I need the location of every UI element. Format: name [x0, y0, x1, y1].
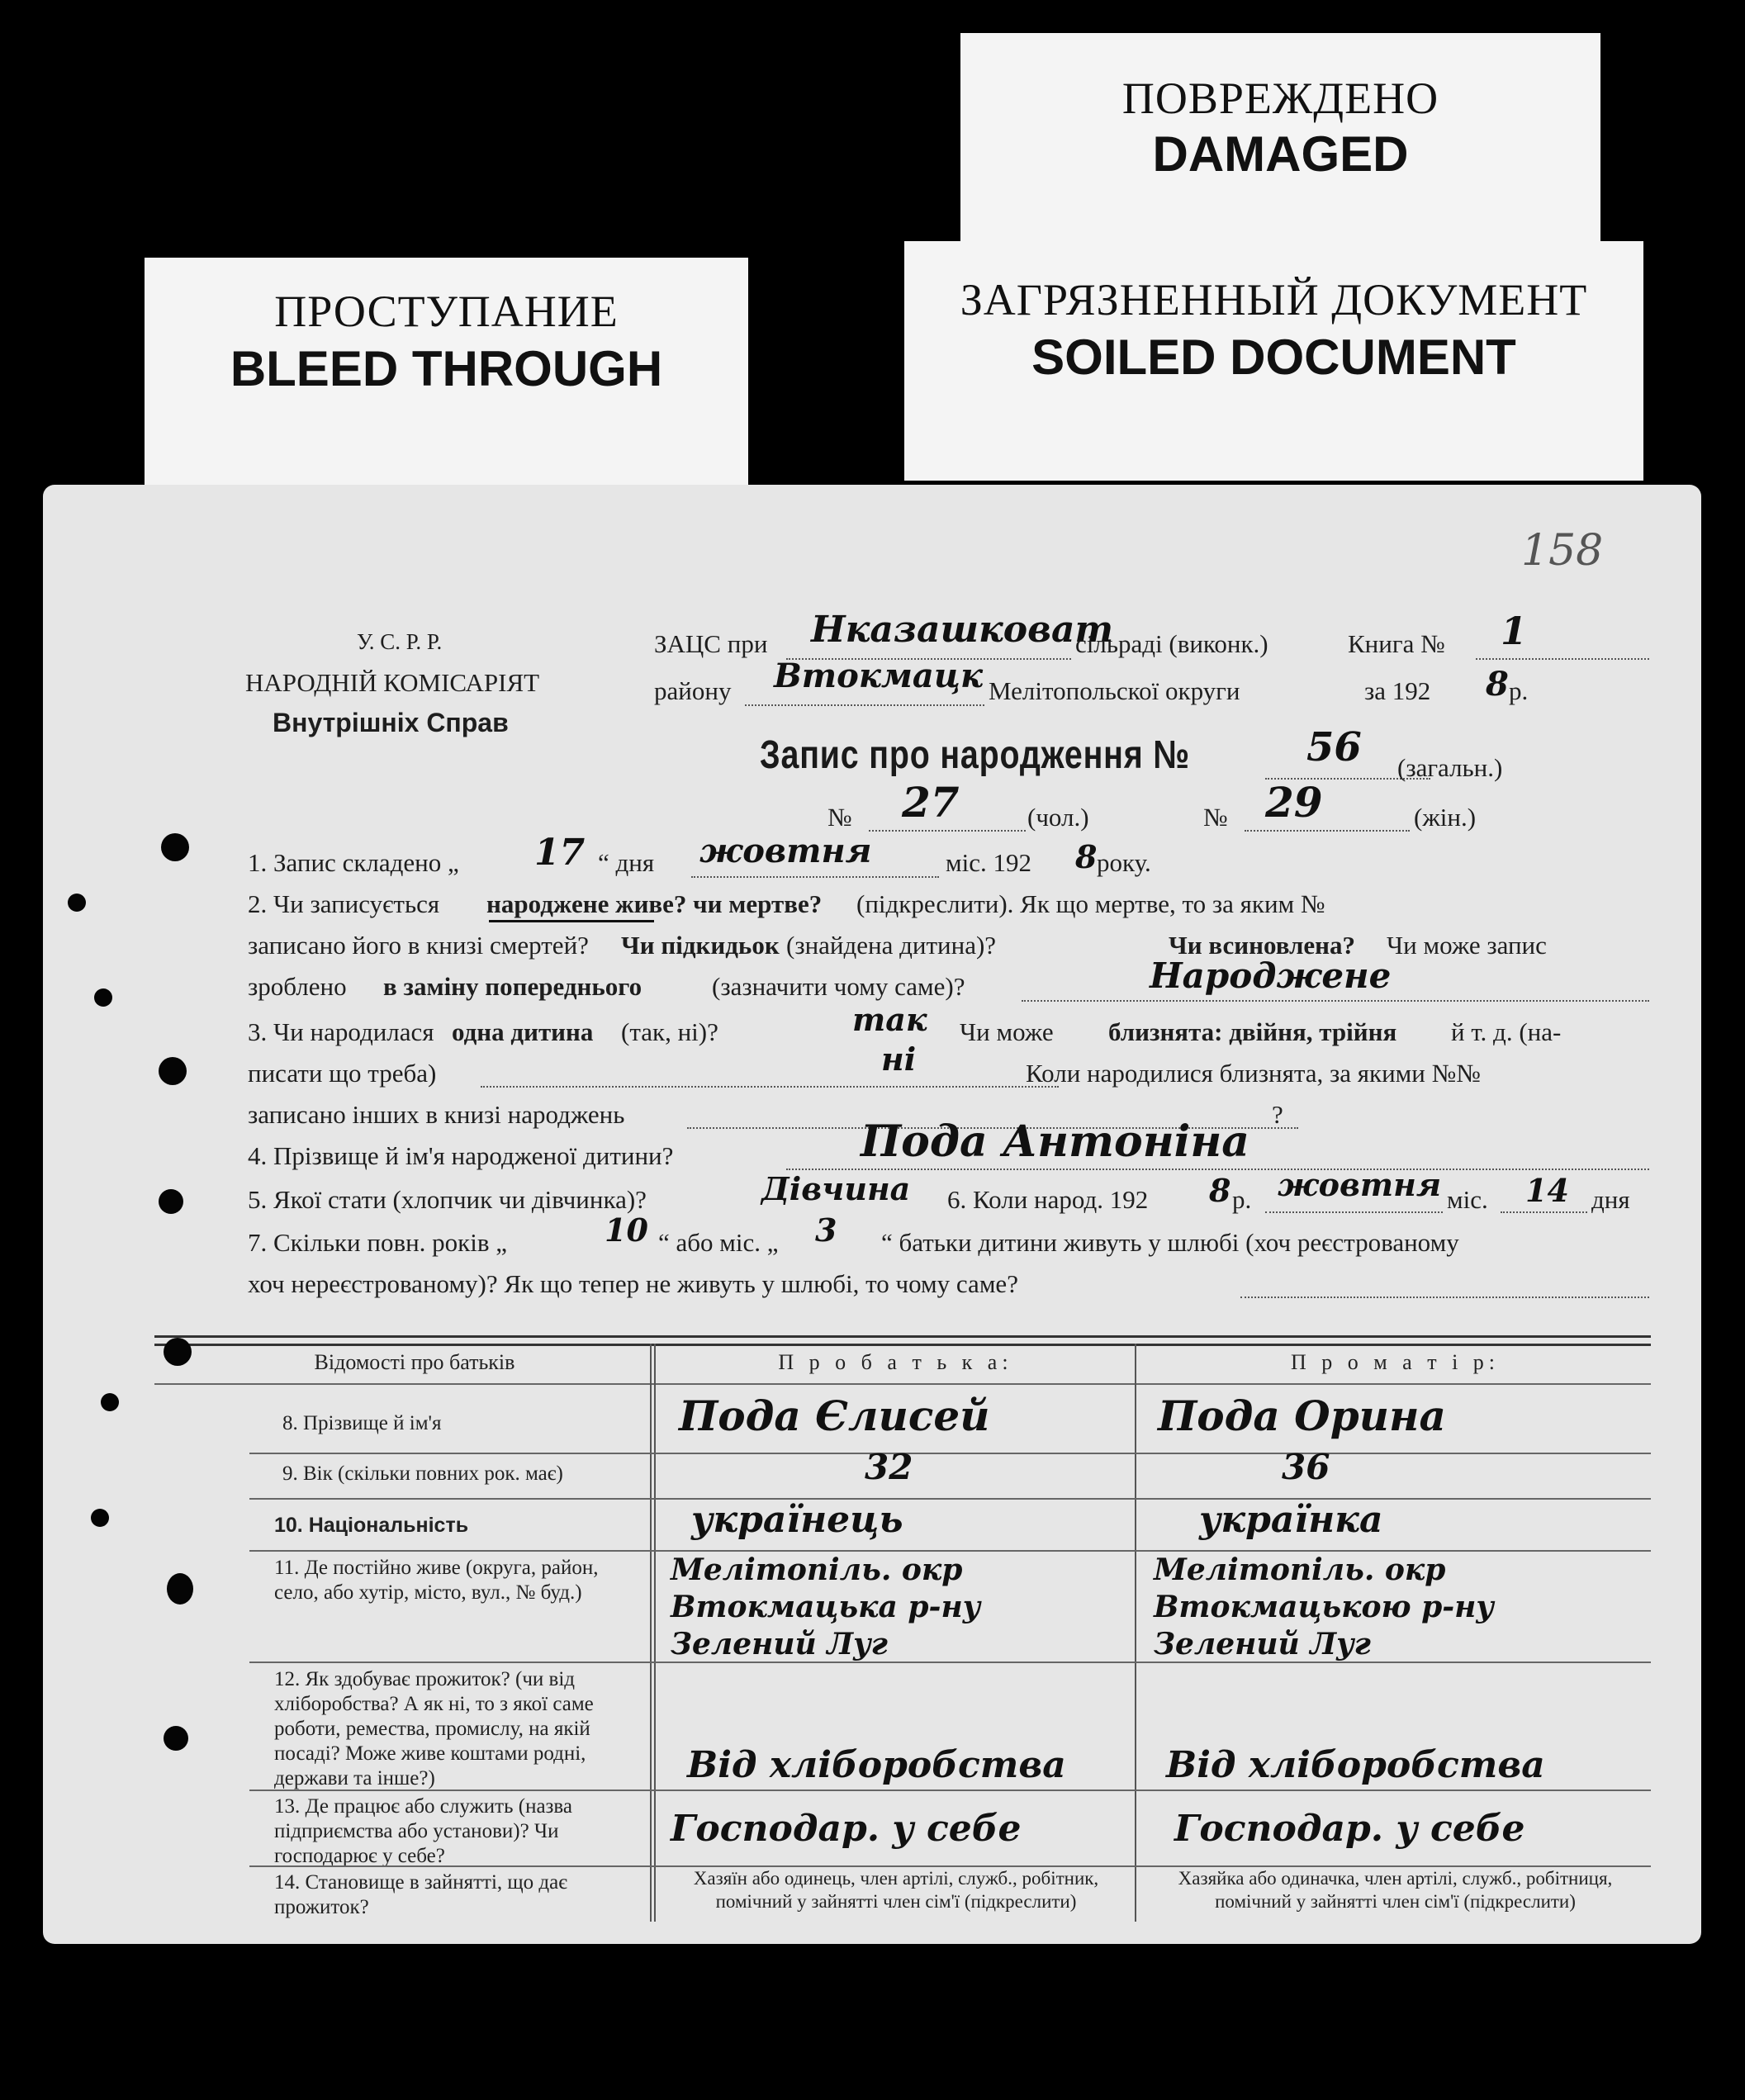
q6-r: р.	[1232, 1185, 1252, 1214]
female-record-number: 29	[1265, 778, 1323, 827]
q3-l1a: 3. Чи народилася	[248, 1017, 434, 1046]
q6-day: 14	[1525, 1172, 1569, 1209]
row12-label: 12. Як здобуває прожиток? (чи від хліборобства? А як ні, то з якої саме роботи, ремества, промислу, на якій посаді? Може живе коштами родні, держави та інше?)	[274, 1668, 594, 1790]
q1-label: 1. Запис складено „	[248, 848, 459, 877]
q5-label: 5. Якої стати (хлопчик чи дівчинка)?	[248, 1185, 647, 1214]
q7-months: 3	[815, 1211, 837, 1249]
q3-l3a: записано інших в книзі народжень	[248, 1100, 625, 1129]
q4-child-name: Пода Антоніна	[861, 1116, 1249, 1167]
bleed-label-ru: ПРОСТУПАНИЕ	[274, 287, 619, 336]
village-suffix: сільраді (виконк.)	[1075, 629, 1268, 658]
general-label: (загальн.)	[1397, 753, 1503, 782]
mother-employment-status: Хазяйка або одиначка, член артілі, служб., робітниця, помічний у зайнятті член сім'ї (підкреслити)	[1178, 1868, 1613, 1912]
mother-livelihood: Від хліборобства	[1166, 1744, 1545, 1786]
village-handwritten: Нказашковат	[811, 609, 1114, 651]
punch-hole	[159, 1057, 187, 1085]
q3-answer-twins: ні	[881, 1041, 917, 1078]
year-digit: 8	[1486, 665, 1509, 704]
header-internal-affairs: Внутрішніх Справ	[273, 708, 509, 737]
q2-l2e: Чи може запис	[1387, 931, 1547, 960]
damaged-label-ru: ПОВРЕЖДЕНО	[1121, 73, 1439, 123]
table-header-info: Відомості про батьків	[314, 1350, 515, 1374]
damaged-label-en: DAMAGED	[1152, 126, 1409, 182]
punch-hole	[68, 894, 86, 912]
punch-hole	[159, 1189, 183, 1214]
q6-label: 6. Коли народ. 192	[947, 1185, 1149, 1214]
header-ussr: У. С. Р. Р.	[357, 629, 443, 654]
q6-year-digit: 8	[1209, 1172, 1231, 1209]
damaged-label-card	[960, 33, 1600, 244]
q2-l2a: записано його в книзі смертей?	[248, 931, 589, 960]
punch-hole	[94, 988, 112, 1007]
record-number-general: 56	[1306, 724, 1362, 770]
table-header-mother: П р о м а т і р:	[1290, 1350, 1501, 1374]
father-nationality: українець	[691, 1499, 903, 1541]
father-livelihood: Від хліборобства	[687, 1744, 1066, 1786]
female-no-sign: №	[1203, 803, 1228, 832]
row14-label: 14. Становище в зайнятті, що дає прожиток?	[274, 1871, 567, 1918]
q2-l3b: в заміну попереднього	[383, 972, 643, 1001]
q3-l2a: писати що треба)	[248, 1059, 437, 1088]
q7-label: 7. Скільки повн. років „	[248, 1228, 507, 1257]
q6-mis: міс.	[1447, 1185, 1488, 1214]
q3-l1e: близнята: двійня, трійня	[1108, 1017, 1397, 1046]
q1-dnya: “ дня	[598, 848, 655, 877]
q3-l1d: Чи може	[960, 1017, 1054, 1046]
q6-month: жовтня	[1278, 1166, 1442, 1203]
male-record-number: 27	[902, 778, 960, 827]
q4-label: 4. Прізвище й ім'я народженої дитини?	[248, 1141, 674, 1170]
bleed-label-en: BLEED THROUGH	[230, 341, 663, 396]
q1-roku: року.	[1097, 848, 1151, 877]
record-title: Запис про народження №	[760, 733, 1190, 777]
q2-l1a: 2. Чи записується	[248, 889, 440, 918]
row11-label: 11. Де постійно живе (округа, район, село, або хутір, місто, вул., № буд.)	[274, 1557, 599, 1604]
q1-month: жовтня	[699, 832, 872, 870]
q7-rest: “ батьки дитини живуть у шлюбі (хоч реєстрованому	[881, 1228, 1459, 1257]
q1-mis: міс. 192	[946, 848, 1031, 877]
mother-age: 36	[1282, 1447, 1330, 1487]
father-residence: Мелітопіль. окр Втокмацька р-ну Зелений Луг	[671, 1552, 981, 1662]
district-label: району	[654, 676, 732, 705]
zags-prefix: ЗАЦС при	[654, 629, 768, 658]
q3-l1f: й т. д. (на-	[1451, 1017, 1562, 1046]
q2-answer: Народжене	[1150, 955, 1392, 996]
father-workplace: Господар. у себе	[671, 1808, 1022, 1850]
q2-l3a: зроблено	[248, 972, 347, 1001]
row9-label: 9. Вік (скільки повних рок. має)	[282, 1462, 563, 1485]
q3-l1c: (так, ні)?	[621, 1017, 718, 1046]
q7-line2: хоч нереєстрованому)? Як що тепер не живуть у шлюбі, то чому саме?	[248, 1269, 1018, 1298]
q6-dnya: дня	[1591, 1185, 1630, 1214]
q3-l1b: одна дитина	[452, 1017, 594, 1046]
q1-year-digit: 8	[1075, 838, 1098, 875]
okrug-label: Мелітопольскої округи	[989, 676, 1240, 705]
q3-l2b: Коли народилися близнята, за якими №№	[1026, 1059, 1481, 1088]
punch-hole	[91, 1509, 109, 1527]
row10-label: 10. Національність	[274, 1514, 469, 1537]
mother-name: Пода Орина	[1158, 1391, 1446, 1440]
year-suffix: р.	[1509, 676, 1529, 705]
punch-hole	[161, 833, 189, 861]
mother-nationality: українка	[1199, 1499, 1383, 1541]
soiled-label-en: SOILED DOCUMENT	[1031, 329, 1516, 385]
q2-l2d: Чи всиновлена?	[1169, 931, 1356, 960]
punch-hole	[164, 1338, 192, 1366]
q2-l2b: Чи підкидьок	[621, 931, 780, 960]
birth-record-sheet	[43, 485, 1701, 1944]
q5-sex: Дівчина	[761, 1170, 911, 1207]
row13-label: 13. Де працює або служить (назва підприємства або установи)? Чи господарює у себе?	[274, 1795, 572, 1867]
soiled-label-card	[904, 241, 1643, 481]
male-label: (чол.)	[1027, 803, 1089, 832]
header-commissariat: НАРОДНІЙ КОМІСАРІЯТ	[245, 668, 540, 697]
father-name: Пода Єлисей	[679, 1391, 990, 1440]
q3-l3b: ?	[1272, 1100, 1283, 1129]
punch-hole	[101, 1393, 119, 1411]
book-label: Книга №	[1348, 629, 1445, 658]
district-handwritten: Втокмацк	[774, 657, 984, 695]
punch-hole	[164, 1726, 188, 1751]
q2-underline	[489, 920, 654, 922]
table-header-father: П р о б а т ь к а:	[778, 1350, 1013, 1374]
page-number: 158	[1521, 526, 1604, 576]
book-number: 1	[1501, 609, 1528, 653]
punch-hole	[167, 1573, 193, 1605]
male-no-sign: №	[827, 803, 852, 832]
soiled-label-ru: ЗАГРЯЗНЕННЫЙ ДОКУМЕНТ	[960, 275, 1588, 325]
mother-residence: Мелітопіль. окр Втокмацькою р-ну Зелений Луг	[1154, 1552, 1494, 1662]
year-label: за 192	[1364, 676, 1431, 705]
mother-workplace: Господар. у себе	[1174, 1808, 1525, 1850]
row8-label: 8. Прізвище й ім'я	[282, 1412, 442, 1434]
q2-l3c: (зазначити чому саме)?	[712, 972, 965, 1001]
female-label: (жін.)	[1414, 803, 1477, 832]
father-employment-status: Хазяїн або одинець, член артілі, служб., робітник, помічний у зайнятті член сім'ї (підкреслити)	[693, 1868, 1099, 1912]
q2-l1b: народжене живе? чи мертве?	[486, 889, 823, 918]
q3-answer-one: так	[852, 1001, 927, 1038]
q7-or-months: “ або міс. „	[658, 1228, 779, 1257]
q1-day: 17	[534, 832, 586, 874]
q2-l1c: (підкреслити). Як що мертве, то за яким №	[856, 889, 1325, 918]
bleed-through-label-card	[145, 258, 748, 489]
q2-l2c: (знайдена дитина)?	[786, 931, 997, 960]
father-age: 32	[865, 1447, 913, 1487]
q7-years: 10	[605, 1211, 648, 1249]
